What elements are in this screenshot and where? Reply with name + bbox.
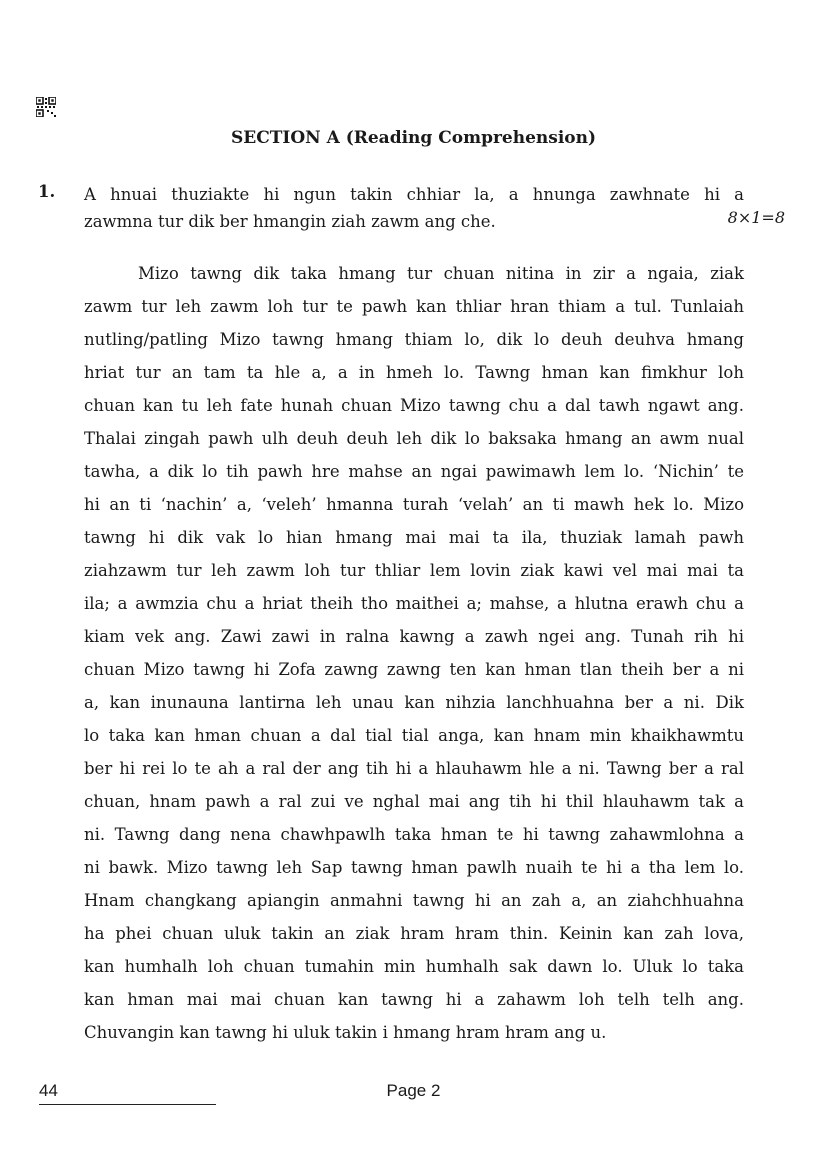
passage-line: zawm tur leh zawm loh tur te pawh kan thliar hran thiam a tul. Tunlaiah (84, 297, 744, 316)
instruction-line: A hnuai thuziakte hi ngun takin chhiar la, a hnunga zawhnate hi a (84, 185, 744, 204)
passage-line: Hnam changkang apiangin anmahni tawng hi an zah a, an ziahchhuahna (84, 891, 744, 910)
passage-line: Chuvangin kan tawng hi uluk takin i hmang hram hram ang u. (84, 1023, 607, 1042)
passage-line: tawng hi dik vak lo hian hmang mai mai ta ila, thuziak lamah pawh (84, 528, 744, 547)
passage-line: ha phei chuan uluk takin an ziak hram hram thin. Keinin kan zah lova, (84, 924, 744, 943)
question-number: 1. (38, 182, 56, 201)
footer-rule (39, 1104, 216, 1105)
passage-line: Thalai zingah pawh ulh deuh deuh leh dik lo baksaka hmang an awm nual (84, 429, 744, 448)
passage-line: kan humhalh loh chuan tumahin min humhalh sak dawn lo. Uluk lo taka (84, 957, 744, 976)
passage-line: chuan, hnam pawh a ral zui ve nghal mai ang tih hi thil hlauhawm tak a (84, 792, 744, 811)
question-instruction (84, 181, 744, 235)
passage-line: kan hman mai mai chuan kan tawng hi a zahawm loh telh telh ang. (84, 990, 744, 1009)
page-number: Page 2 (386, 1081, 441, 1100)
marks-label: 8×1=8 (727, 208, 785, 227)
instruction-line: zawmna tur dik ber hmangin ziah zawm ang che. (84, 212, 496, 231)
passage-line: ni bawk. Mizo tawng leh Sap tawng hman pawlh nuaih te hi a tha lem lo. (84, 858, 744, 877)
page-code: 44 (39, 1081, 58, 1100)
passage-line: nutling/patling Mizo tawng hmang thiam lo, dik lo deuh deuhva hmang (84, 330, 744, 349)
passage-line: hi an ti ‘nachin’ a, ‘veleh’ hmanna turah ‘velah’ an ti mawh hek lo. Mizo (84, 495, 744, 514)
passage-line: tawha, a dik lo tih pawh hre mahse an ngai pawimawh lem lo. ‘Nichin’ te (84, 462, 744, 481)
passage-line: a, kan inunauna lantirna leh unau kan nihzia lanchhuahna ber a ni. Dik (84, 693, 744, 712)
section-title: SECTION A (Reading Comprehension) (230, 128, 597, 148)
qr-code-icon (36, 97, 56, 117)
passage (84, 260, 744, 1052)
passage-line: ber hi rei lo te ah a ral der ang tih hi a hlauhawm hle a ni. Tawng ber a ral (84, 759, 744, 778)
passage-line: hriat tur an tam ta hle a, a in hmeh lo. Tawng hman kan fimkhur loh (84, 363, 744, 382)
passage-line: kiam vek ang. Zawi zawi in ralna kawng a zawh ngei ang. Tunah rih hi (84, 627, 744, 646)
passage-line: chuan Mizo tawng hi Zofa zawng zawng ten kan hman tlan theih ber a ni (84, 660, 744, 679)
passage-line: lo taka kan hman chuan a dal tial tial anga, kan hnam min khaikhawmtu (84, 726, 744, 745)
passage-line: chuan kan tu leh fate hunah chuan Mizo tawng chu a dal tawh ngawt ang. (84, 396, 744, 415)
passage-line: ila; a awmzia chu a hriat theih tho maithei a; mahse, a hlutna erawh chu a (84, 594, 744, 613)
passage-line: Mizo tawng dik taka hmang tur chuan nitina in zir a ngaia, ziak (138, 264, 744, 283)
passage-line: ziahzawm tur leh zawm loh tur thliar lem lovin ziak kawi vel mai mai ta (84, 561, 744, 580)
passage-line: ni. Tawng dang nena chawhpawlh taka hman te hi tawng zahawmlohna a (84, 825, 744, 844)
